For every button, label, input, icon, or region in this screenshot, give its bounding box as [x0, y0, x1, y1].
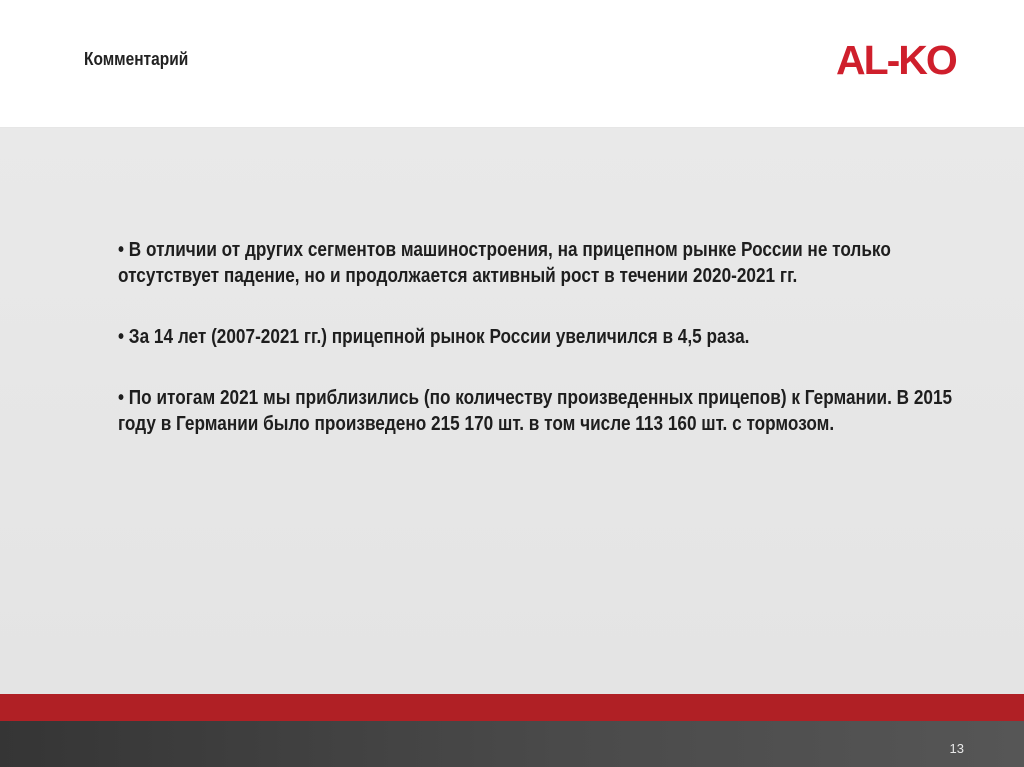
footer-red-bar	[0, 694, 1024, 721]
bullet-item: • За 14 лет (2007-2021 гг.) прицепной рынок России увеличился в 4,5 раза.	[118, 326, 750, 348]
alko-logo: AL-KO	[836, 37, 956, 83]
bullet-item: • По итогам 2021 мы приблизились (по количеству произведенных прицепов) к Германии. В 2015 году в Германии было произведено 215 170 шт. в том числе 113 160 шт. с тормозом.	[118, 387, 953, 435]
slide-content	[0, 128, 1024, 694]
slide-header	[0, 0, 1024, 128]
page-number: 13	[949, 741, 964, 756]
slide-footer	[0, 721, 1024, 767]
bullet-list	[118, 237, 998, 472]
bullet-item: • В отличии от других сегментов машиностроения, на прицепном рынке России не только отсутствует падение, но и продолжается активный рост в течении 2020-2021 гг.	[118, 239, 891, 287]
slide-title: Комментарий	[84, 49, 189, 69]
